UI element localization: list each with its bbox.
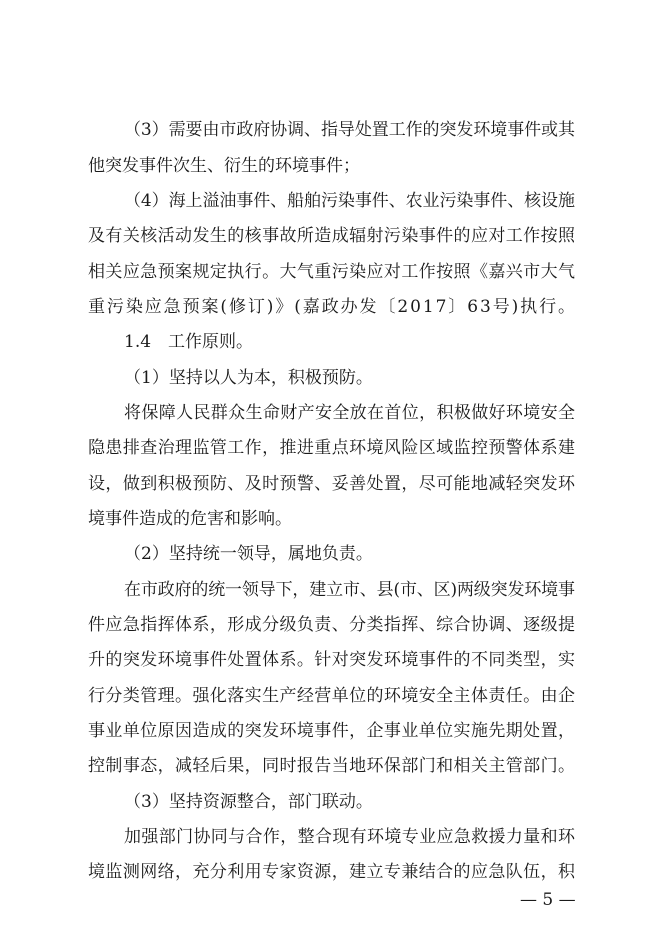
- text-line: [0, 685, 662, 707]
- principle-heading-text: （3）坚持资源整合，部门联动。: [124, 792, 373, 812]
- text-line-content: 隐患排查治理监管工作，推进重点环境风险区域监控预警体系建: [88, 438, 576, 458]
- text-line: [0, 296, 662, 318]
- text-line-content: （3）需要由市政府协调、指导处置工作的突发环境事件或其: [124, 120, 575, 140]
- text-line-content: （4）海上溢油事件、船舶污染事件、农业污染事件、核设施: [124, 191, 575, 211]
- principle-heading-text: （2）坚持统一领导，属地负责。: [124, 544, 373, 564]
- principle-heading: [0, 791, 662, 813]
- text-line-content: 控制事态，减轻后果，同时报告当地环保部门和相关主管部门。: [88, 756, 576, 776]
- section-heading-text: 1.4 工作原则。: [124, 332, 254, 352]
- principle-heading: [0, 367, 662, 389]
- text-line: [0, 614, 662, 636]
- text-line: [0, 826, 662, 848]
- text-line: [0, 402, 662, 424]
- text-line: [0, 720, 662, 742]
- text-line-content: 在市政府的统一领导下，建立市、县(市、区)两级突发环境事: [124, 580, 575, 600]
- text-line-content: 境监测网络，充分利用专家资源，建立专兼结合的应急队伍，积: [88, 862, 576, 882]
- text-line: [0, 508, 662, 530]
- text-line: [0, 861, 662, 883]
- section-heading: [0, 331, 662, 353]
- text-line: [0, 473, 662, 495]
- principle-heading-text: （1）坚持以人为本，积极预防。: [124, 368, 373, 388]
- text-line: [0, 225, 662, 247]
- text-line: [0, 437, 662, 459]
- text-line: [0, 579, 662, 601]
- text-line: [0, 190, 662, 212]
- text-line-content: 件应急指挥体系，形成分级负责、分类指挥、综合协调、逐级提: [88, 615, 576, 635]
- text-line: [0, 649, 662, 671]
- text-line-content: 加强部门协同与合作，整合现有环境专业应急救援力量和环: [124, 827, 576, 847]
- text-line: [0, 155, 662, 177]
- text-line-content: 重污染应急预案(修订)》(嘉政办发〔2017〕63号)执行。: [88, 297, 577, 317]
- text-line-content: 设，做到积极预防、及时预警、妥善处置，尽可能地减轻突发环: [88, 474, 576, 494]
- page-number: — 5 —: [520, 890, 576, 910]
- text-line-content: 他突发事件次生、衍生的环境事件；: [88, 156, 360, 176]
- principle-heading: [0, 543, 662, 565]
- text-line-content: 将保障人民群众生命财产安全放在首位，积极做好环境安全: [124, 403, 576, 423]
- text-line: [0, 755, 662, 777]
- text-line-content: 升的突发环境事件处置体系。针对突发环境事件的不同类型，实: [88, 650, 576, 670]
- text-line-content: 事业单位原因造成的突发环境事件，企事业单位实施先期处置，: [88, 721, 576, 741]
- text-line: [0, 261, 662, 283]
- text-line-content: 境事件造成的危害和影响。: [88, 509, 292, 529]
- text-line-content: 行分类管理。强化落实生产经营单位的环境安全主体责任。由企: [88, 686, 576, 706]
- text-line-content: 相关应急预案规定执行。大气重污染应对工作按照《嘉兴市大气: [88, 262, 576, 282]
- text-line: [0, 119, 662, 141]
- text-line-content: 及有关核活动发生的核事故所造成辐射污染事件的应对工作按照: [88, 226, 576, 246]
